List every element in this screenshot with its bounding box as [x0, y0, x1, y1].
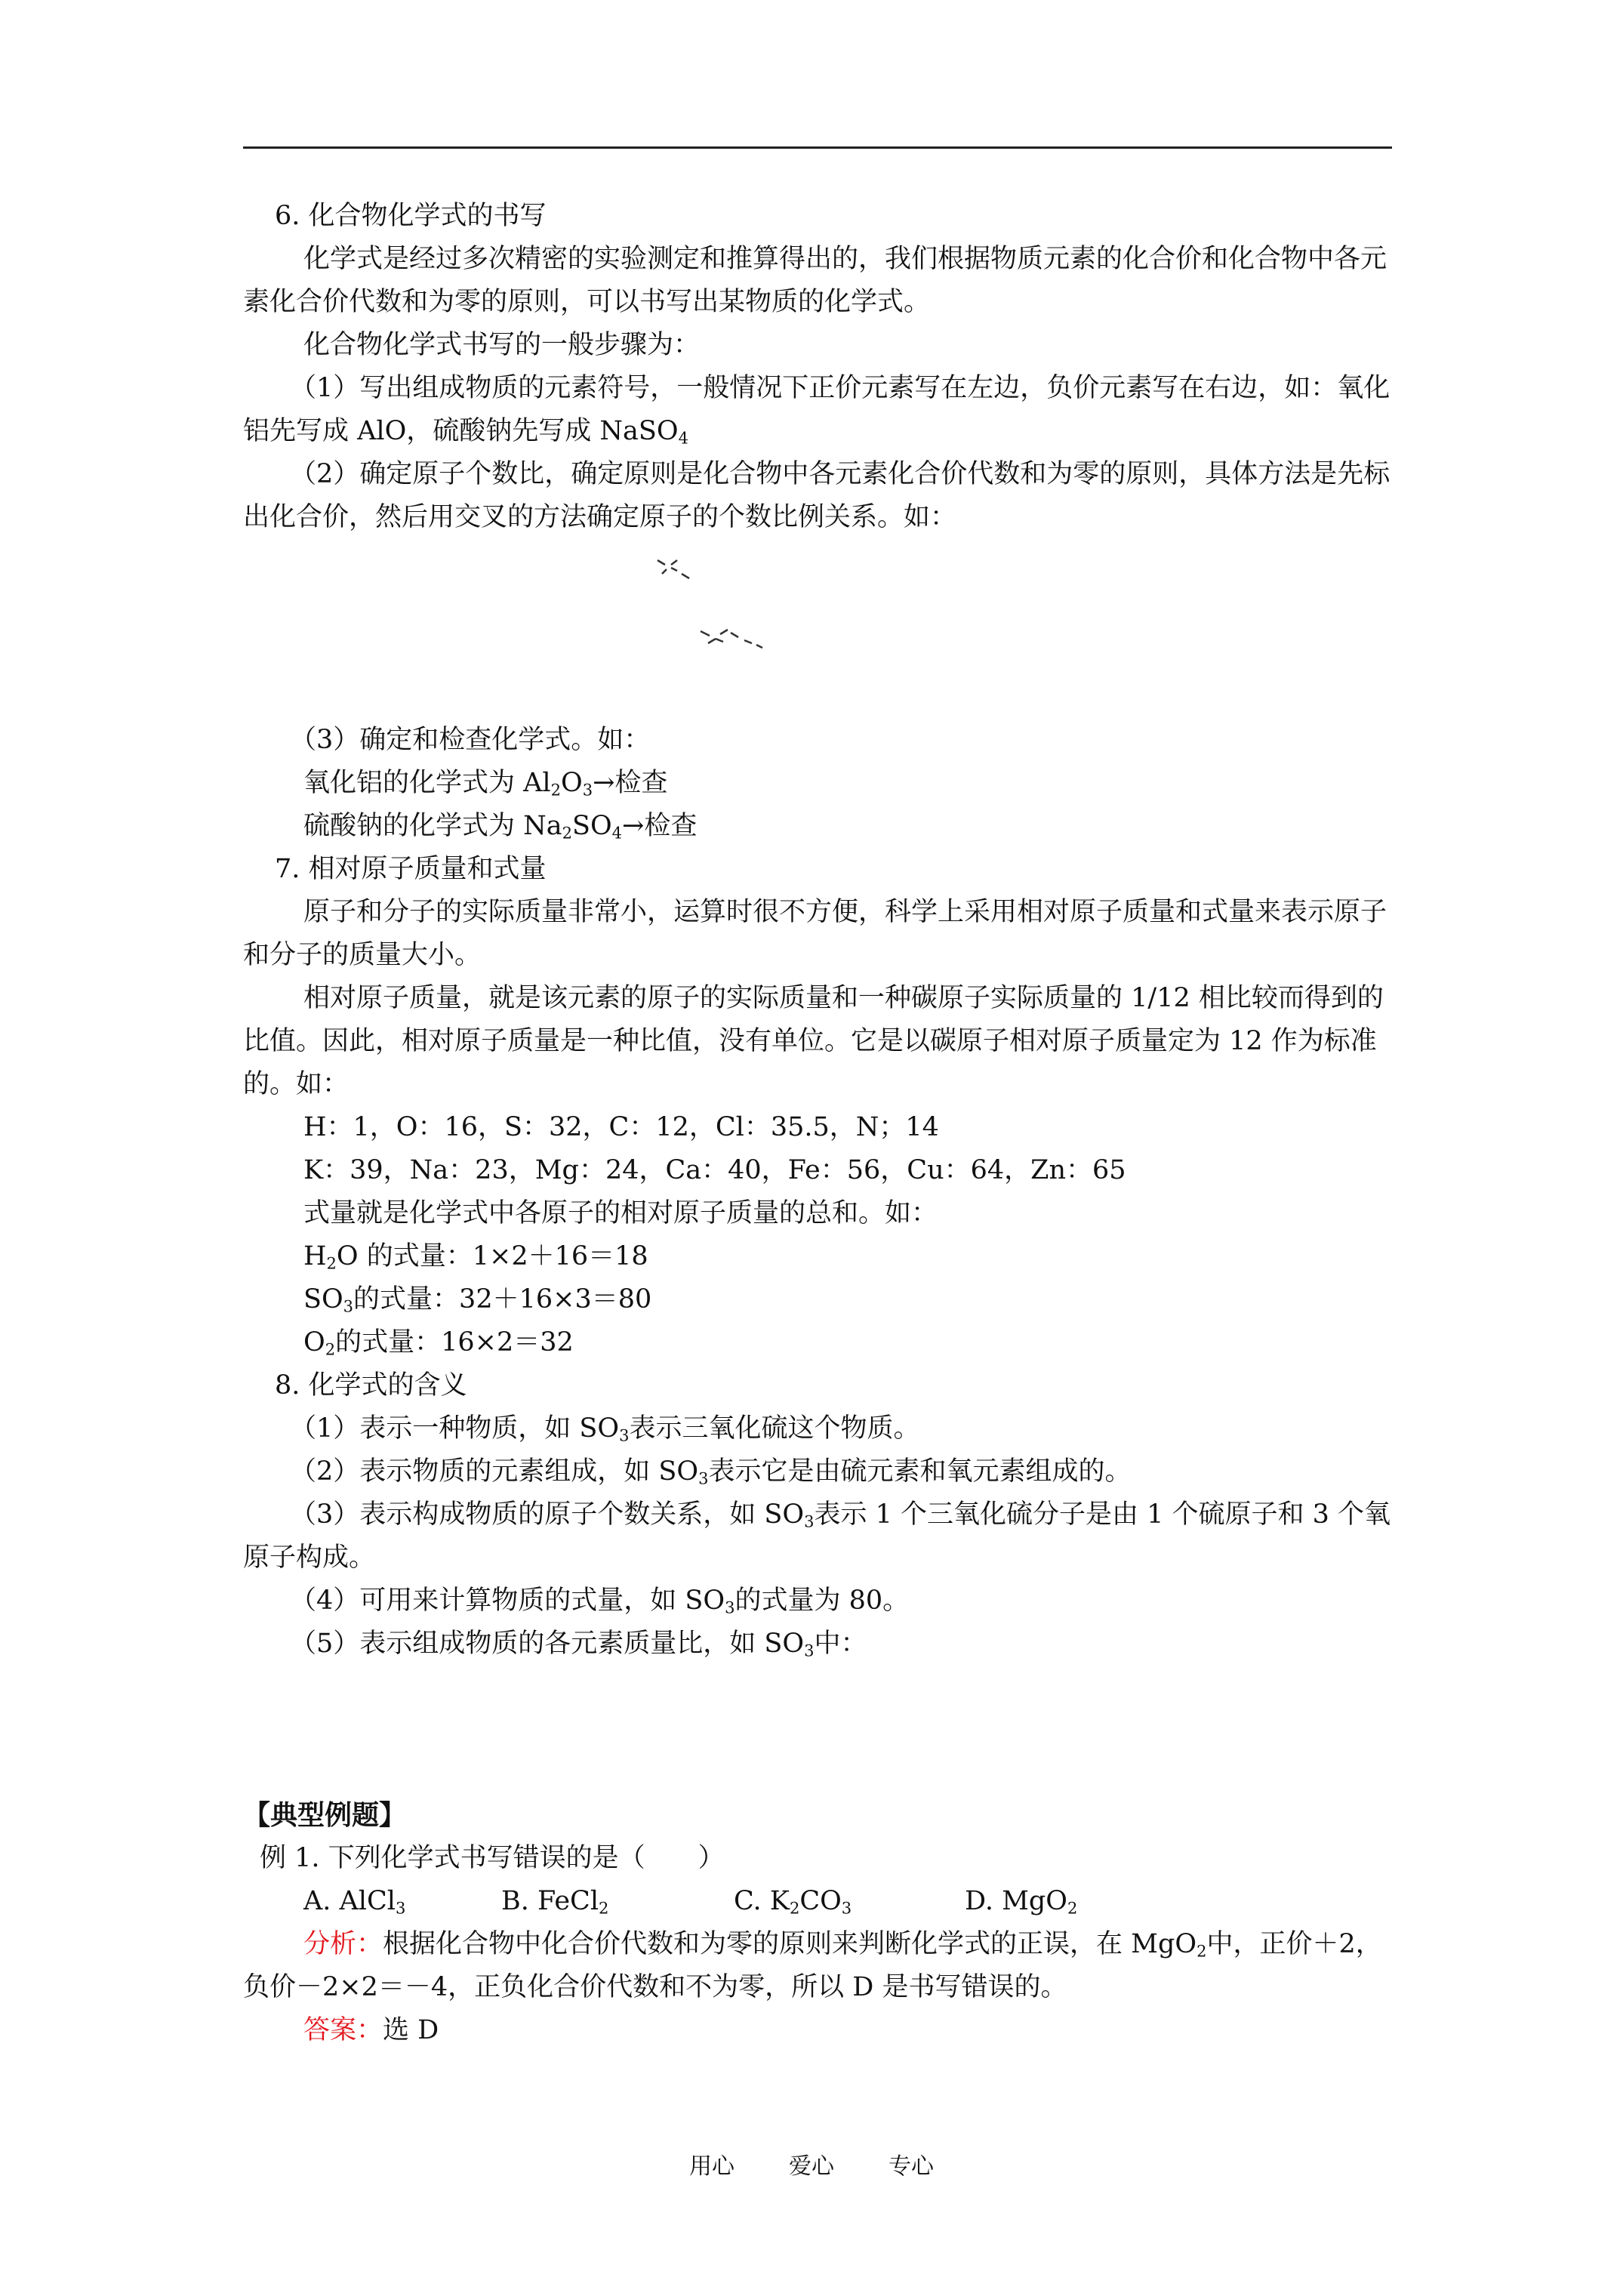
example-question-1: 例 1. 下列化学式书写错误的是（ ）	[260, 1843, 725, 1873]
document-body	[243, 195, 1407, 2052]
paragraph: 式量就是化学式中各原子的相对原子质量的总和。如：	[303, 1198, 938, 1228]
header-rule	[243, 146, 1392, 149]
paragraph: 化学式是经过多次精密的实验测定和推算得出的，我们根据物质元素的化合价和化合物中各元素化合价代数和为零的原则，可以书写出某物质的化学式。	[243, 244, 1387, 317]
analysis: 分析：根据化合物中化合价代数和为零的原则来判断化学式的正误，在 MgO$_2$中，正价＋2，负价－2×2＝－4，正负化合价代数和不为零，所以 D 是书写错误的。	[243, 1929, 1382, 2002]
option-d: D. MgO$_2$	[965, 1886, 1078, 1918]
section-heading-8: 8. 化学式的含义	[275, 1370, 467, 1401]
footer-word-3: 专心	[888, 2153, 934, 2180]
meaning-3: （3）表示构成物质的原子个数关系，如 $SO_3$表示 1 个三氧化硫分子是由 1 个硫原子和 3 个氧原子构成。	[243, 1499, 1391, 1573]
section-heading-7: 7. 相对原子质量和式量	[275, 854, 547, 884]
check-sodium-sulfate: 硫酸钠的化学式为 $Na_2SO_4\to$检查	[303, 811, 698, 843]
paragraph: 相对原子质量，就是该元素的原子的实际质量和一种碳原子实际质量的 1/12 相比较而得到的比值。因此，相对原子质量是一种比值，没有单位。它是以碳原子相对原子质量定为 12 作为标准的。如：	[243, 983, 1384, 1099]
meaning-4: （4）可用来计算物质的式量，如 $SO_3$的式量为 80。	[290, 1586, 910, 1617]
option-c: C. $K_2CO_3$	[734, 1886, 852, 1918]
examples-title: 【典型例题】	[243, 1800, 407, 1831]
cross-diagram-1	[654, 556, 692, 586]
meaning-2: （2）表示物质的元素组成，如 $SO_3$表示它是由硫元素和氧元素组成的。	[290, 1456, 1132, 1488]
paragraph: 原子和分子的实际质量非常小，运算时很不方便，科学上采用相对原子质量和式量来表示原子和分子的质量大小。	[243, 897, 1387, 970]
option-b: B. FeCl$_2$	[501, 1886, 609, 1918]
check-alumina: 氧化铝的化学式为 $Al_2O_3\to$检查	[303, 768, 668, 800]
paragraph: 化合物化学式书写的一般步骤为：	[303, 330, 701, 360]
analysis-label: 分析：	[303, 1929, 383, 1959]
footer-word-1: 用心	[689, 2153, 735, 2180]
footer-word-2: 爱心	[789, 2153, 834, 2180]
cross-diagram-2	[698, 624, 765, 654]
atomic-mass-list-1: H：1，O：16，S：32，C：12，Cl：35.5，N；14	[303, 1112, 939, 1142]
formula-weight-so3: $SO_3$的式量：32＋16×3＝80	[303, 1284, 652, 1316]
formula-weight-o2: $O_2$的式量：16×2＝32	[303, 1327, 574, 1359]
spacer	[243, 1666, 1407, 1794]
answer: 答案：选 D	[303, 2015, 439, 2045]
option-a: A. AlCl$_3$	[303, 1886, 406, 1918]
formula-weight-h2o: $H_2O$ 的式量：1×2＋16＝18	[303, 1241, 648, 1273]
step-1: （1）写出组成物质的元素符号，一般情况下正价元素写在左边，负价元素写在右边，如：氧化铝先写成 AlO，硫酸钠先写成 NaSO$_4$	[243, 373, 1390, 448]
step-3: （3）确定和检查化学式。如：	[290, 725, 651, 755]
atomic-mass-list-2: K：39，Na：23，Mg：24，Ca：40，Fe：56，Cu：64，Zn：65	[303, 1155, 1126, 1185]
cross-method-diagram	[243, 539, 1407, 719]
page-footer	[0, 2147, 1623, 2180]
step-2: （2）确定原子个数比，确定原则是化合物中各元素化合价代数和为零的原则，具体方法是先标出化合价，然后用交叉的方法确定原子的个数比例关系。如：	[243, 459, 1390, 532]
answer-label: 答案：	[303, 2015, 383, 2045]
answer-options	[243, 1880, 1407, 1923]
meaning-1: （1）表示一种物质，如 $SO_3$表示三氧化硫这个物质。	[290, 1413, 920, 1445]
section-heading-6: 6. 化合物化学式的书写	[275, 201, 547, 231]
meaning-5: （5）表示组成物质的各元素质量比，如 $SO_3$中：	[290, 1629, 867, 1660]
